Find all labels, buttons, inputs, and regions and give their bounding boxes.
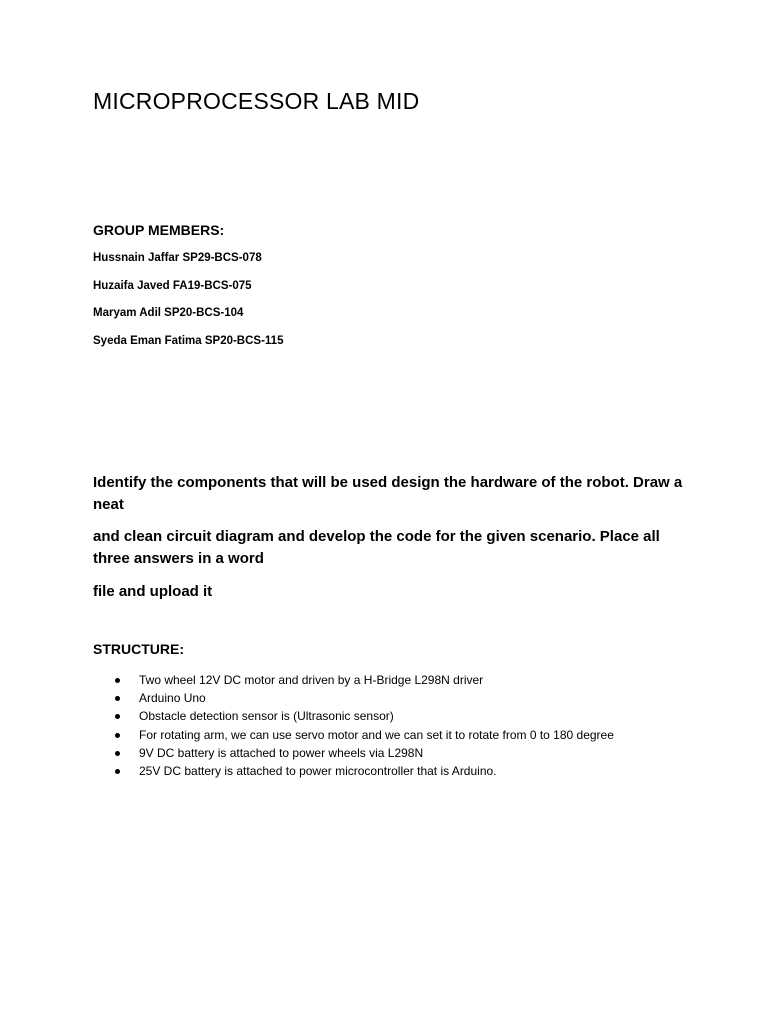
structure-item	[93, 762, 713, 780]
question-paragraph-2: and clean circuit diagram and develop the code for the given scenario. Place all three answers in a word	[93, 528, 660, 567]
bullet-icon	[115, 696, 120, 701]
bullet-icon	[115, 733, 120, 738]
structure-item-text: Arduino Uno	[139, 691, 206, 706]
group-member: Hussnain Jaffar SP29-BCS-078	[93, 252, 262, 264]
bullet-icon	[115, 714, 120, 719]
group-member: Maryam Adil SP20-BCS-104	[93, 307, 244, 319]
structure-item	[93, 707, 713, 725]
structure-item-text: 25V DC battery is attached to power microcontroller that is Arduino.	[139, 764, 497, 779]
group-member: Syeda Eman Fatima SP20-BCS-115	[93, 334, 284, 347]
bullet-icon	[115, 751, 120, 756]
bullet-icon	[115, 678, 120, 683]
structure-heading: STRUCTURE:	[93, 641, 184, 657]
structure-list	[93, 671, 713, 780]
group-members-list	[93, 252, 283, 362]
document-title: MICROPROCESSOR LAB MID	[93, 88, 420, 114]
question-paragraph-1: Identify the components that will be used design the hardware of the robot. Draw a neat	[93, 474, 683, 513]
structure-item-text: Obstacle detection sensor is (Ultrasonic sensor)	[139, 709, 394, 724]
structure-item	[93, 726, 713, 744]
structure-item-text: Two wheel 12V DC motor and driven by a H-Bridge L298N driver	[139, 673, 484, 687]
structure-item	[93, 689, 713, 707]
structure-item	[93, 744, 713, 762]
group-member: Huzaifa Javed FA19-BCS-075	[93, 279, 252, 292]
structure-item	[93, 671, 713, 689]
structure-item-text: For rotating arm, we can use servo motor and we can set it to rotate from 0 to 180 degree	[139, 727, 614, 742]
group-members-heading: GROUP MEMBERS:	[93, 222, 225, 238]
structure-item-text: 9V DC battery is attached to power wheels via L298N	[139, 745, 424, 760]
bullet-icon	[115, 769, 120, 774]
question-paragraph-3: file and upload it	[93, 583, 213, 600]
